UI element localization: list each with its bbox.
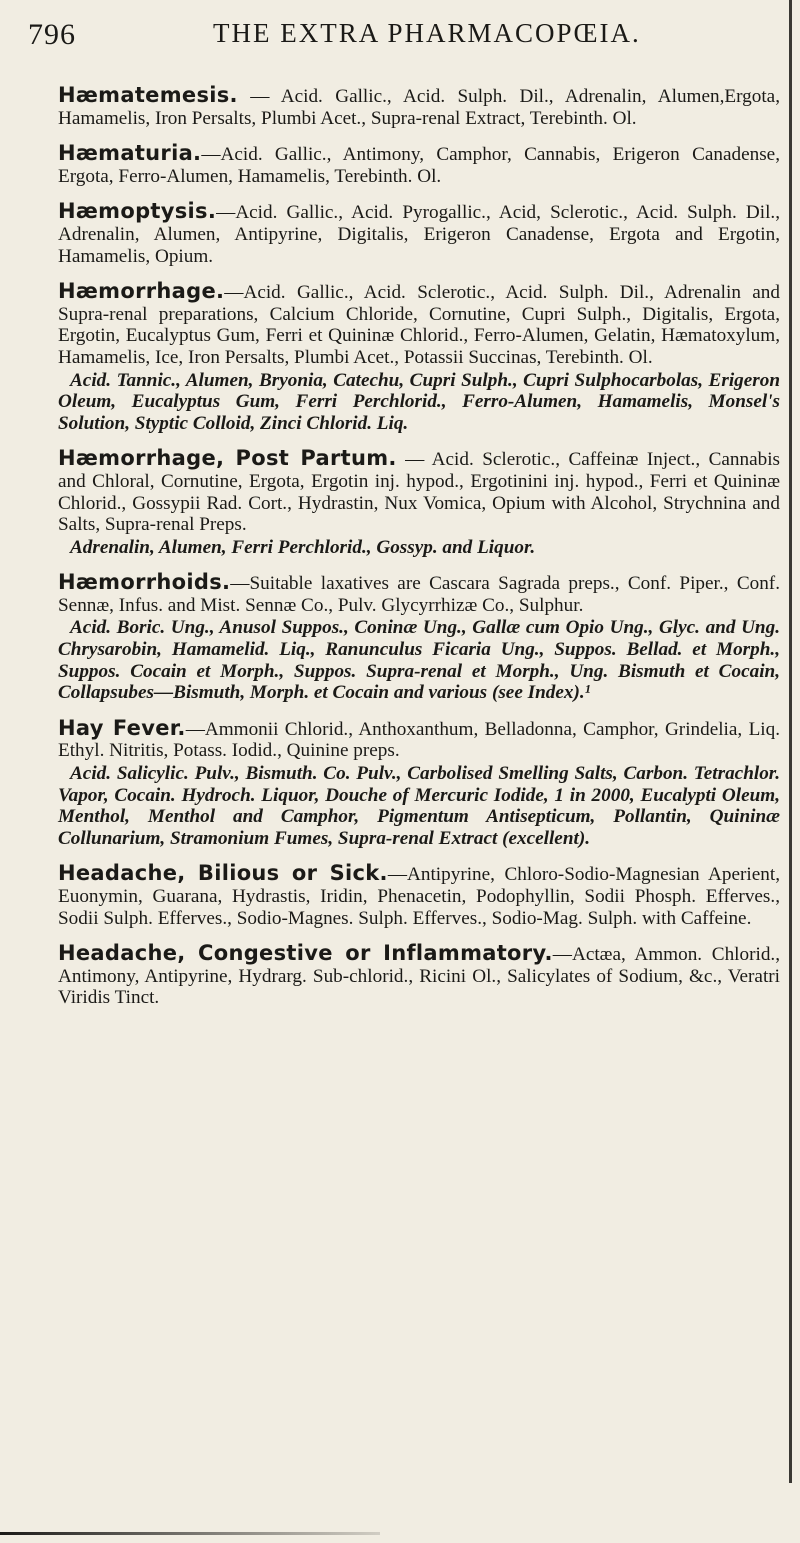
entry-paragraph	[58, 448, 780, 535]
entry-heading: Headache, Bilious or Sick.	[58, 861, 388, 886]
entry-topical-remedies: Acid. Boric. Ung., Anusol Suppos., Coninæ Ung., Gallæ cum Opio Ung., Glyc. and Ung. Chrysarobin, Hamamelid. Liq., Ranunculus Ficaria Ung., Suppos. Bellad. et Morph., Suppos. Cocain et Morph., Suppos. Supra-renal et Morph., Ung. Bismuth et Cocain, Collapsubes—Bismuth, Morph. et Cocain and various (see Index).¹	[58, 617, 780, 704]
entry-text: —Acid. Gallic., Antimony, Camphor, Cannabis, Erigeron Canadense, Ergota, Ferro-Alumen, Hamamelis, Terebinth. Ol.	[58, 144, 780, 187]
entry-haematuria	[58, 143, 780, 187]
entry-text: — Acid. Sclerotic., Caffeinæ Inject., Cannabis and Chloral, Cornutine, Ergota, Ergotin inj. hypod., Ergotinini inj. hypod., Ferri et Quininæ Chlorid., Gossypii Rad. Cort., Hydrastin, Nux Vomica, Opium with Alcohol, Strychnina and Salts, Supra-renal Preps.	[58, 449, 780, 536]
entry-paragraph	[58, 863, 780, 929]
entry-haemoptysis	[58, 201, 780, 267]
entry-haematemesis	[58, 85, 780, 129]
entry-text: — Acid. Gallic., Acid. Sulph. Dil., Adrenalin, Alumen,Ergota, Hamamelis, Iron Persalts, Plumbi Acet., Supra-renal Extract, Terebinth. Ol.	[58, 86, 780, 129]
entry-heading: Hæmoptysis.	[58, 199, 217, 224]
entry-paragraph	[58, 281, 780, 368]
page-bottom-rule	[0, 1532, 380, 1535]
entry-topical-remedies: Acid. Salicylic. Pulv., Bismuth. Co. Pulv., Carbolised Smelling Salts, Carbon. Tetrachlor. Vapor, Cocain. Hydroch. Liquor, Douche of Mercuric Iodide, 1 in 2000, Eucalypti Oleum, Menthol, Menthol and Camphor, Pigmentum Antisepticum, Pollantin, Quininæ Collunarium, Stramonium Fumes, Supra-renal Extract (excellent).	[58, 763, 780, 849]
entry-heading: Hæmorrhoids.	[58, 570, 231, 595]
entry-haemorrhage	[58, 281, 780, 434]
entry-heading: Headache, Congestive or Inflammatory.	[58, 941, 553, 966]
entry-text: —Suitable laxatives are Cascara Sagrada preps., Conf. Piper., Conf. Sennæ, Infus. and Mist. Sennæ Co., Pulv. Glycyrrhizæ Co., Sulphur.	[58, 573, 780, 616]
entry-heading: Hay Fever.	[58, 715, 186, 740]
entry-headache-bilious	[58, 863, 780, 929]
entry-topical-remedies: Adrenalin, Alumen, Ferri Perchlorid., Gossyp. and Liquor.	[70, 536, 536, 558]
page-number: 796	[28, 18, 76, 51]
entry-haemorrhage-post-partum	[58, 448, 780, 558]
entry-text: —Acid. Gallic., Acid. Sclerotic., Acid. Sulph. Dil., Adrenalin and Supra-renal preparations, Calcium Chloride, Cornutine, Cupri Sulph., Digitalis, Ergota, Ergotin, Eucalyptus Gum, Ferri et Quininæ Chlorid., Ferro-Alumen, Gelatin, Hæmatoxylum, Hamamelis, Ice, Iron Persalts, Plumbi Acet., Potassii Succinas, Terebinth. Ol.	[58, 282, 780, 368]
entry-paragraph	[58, 201, 780, 267]
running-title: THE EXTRA PHARMACOPŒIA.	[213, 18, 641, 48]
entry-heading: Hæmaturia.	[58, 141, 202, 166]
entry-heading: Hæmorrhage, Post Partum.	[58, 446, 397, 471]
page-header	[28, 18, 770, 58]
entry-text: —Actæa, Ammon. Chlorid., Antimony, Antipyrine, Hydrarg. Sub-chlorid., Ricini Ol., Salicylates of Sodium, &c., Veratri Viridis Tinct.	[58, 944, 781, 1009]
entry-text: —Acid. Gallic., Acid. Pyrogallic., Acid, Sclerotic., Acid. Sulph. Dil., Adrenalin, Alumen, Antipyrine, Digitalis, Erigeron Canadense, Ergota and Ergotin, Hamamelis, Opium.	[58, 202, 780, 267]
entry-headache-congestive	[58, 943, 780, 1009]
page-body	[58, 85, 780, 1023]
entry-hay-fever	[58, 715, 781, 850]
entry-heading: Hæmorrhage.	[58, 279, 225, 304]
entry-heading: Hæmatemesis.	[58, 83, 238, 107]
entry-text: —Ammonii Chlorid., Anthoxanthum, Belladonna, Camphor, Grindelia, Liq. Ethyl. Nitritis, Potass. Iodid., Quinine preps.	[58, 718, 781, 762]
entry-paragraph	[58, 572, 780, 616]
entry-paragraph	[58, 85, 780, 129]
entry-paragraph	[58, 143, 780, 187]
page-edge-rule	[789, 0, 792, 1483]
entry-haemorrhoids	[58, 572, 780, 704]
entry-paragraph	[58, 943, 780, 1009]
entry-text: —Antipyrine, Chloro-Sodio-Magnesian Aperient, Euonymin, Guarana, Hydrastis, Iridin, Phenacetin, Podophyllin, Sodii Phosph. Efferves., Sodii Sulph. Efferves., Sodio-Magnes. Sulph. Efferves., Sodio-Mag. Sulph. with Caffeine.	[58, 864, 780, 929]
entry-paragraph	[58, 715, 781, 762]
entry-topical-remedies: Acid. Tannic., Alumen, Bryonia, Catechu, Cupri Sulph., Cupri Sulphocarbolas, Erigeron Oleum, Eucalyptus Gum, Ferri Perchlorid., Ferro-Alumen, Hamamelis, Monsel's Solution, Styptic Colloid, Zinci Chlorid. Liq.	[58, 369, 780, 434]
